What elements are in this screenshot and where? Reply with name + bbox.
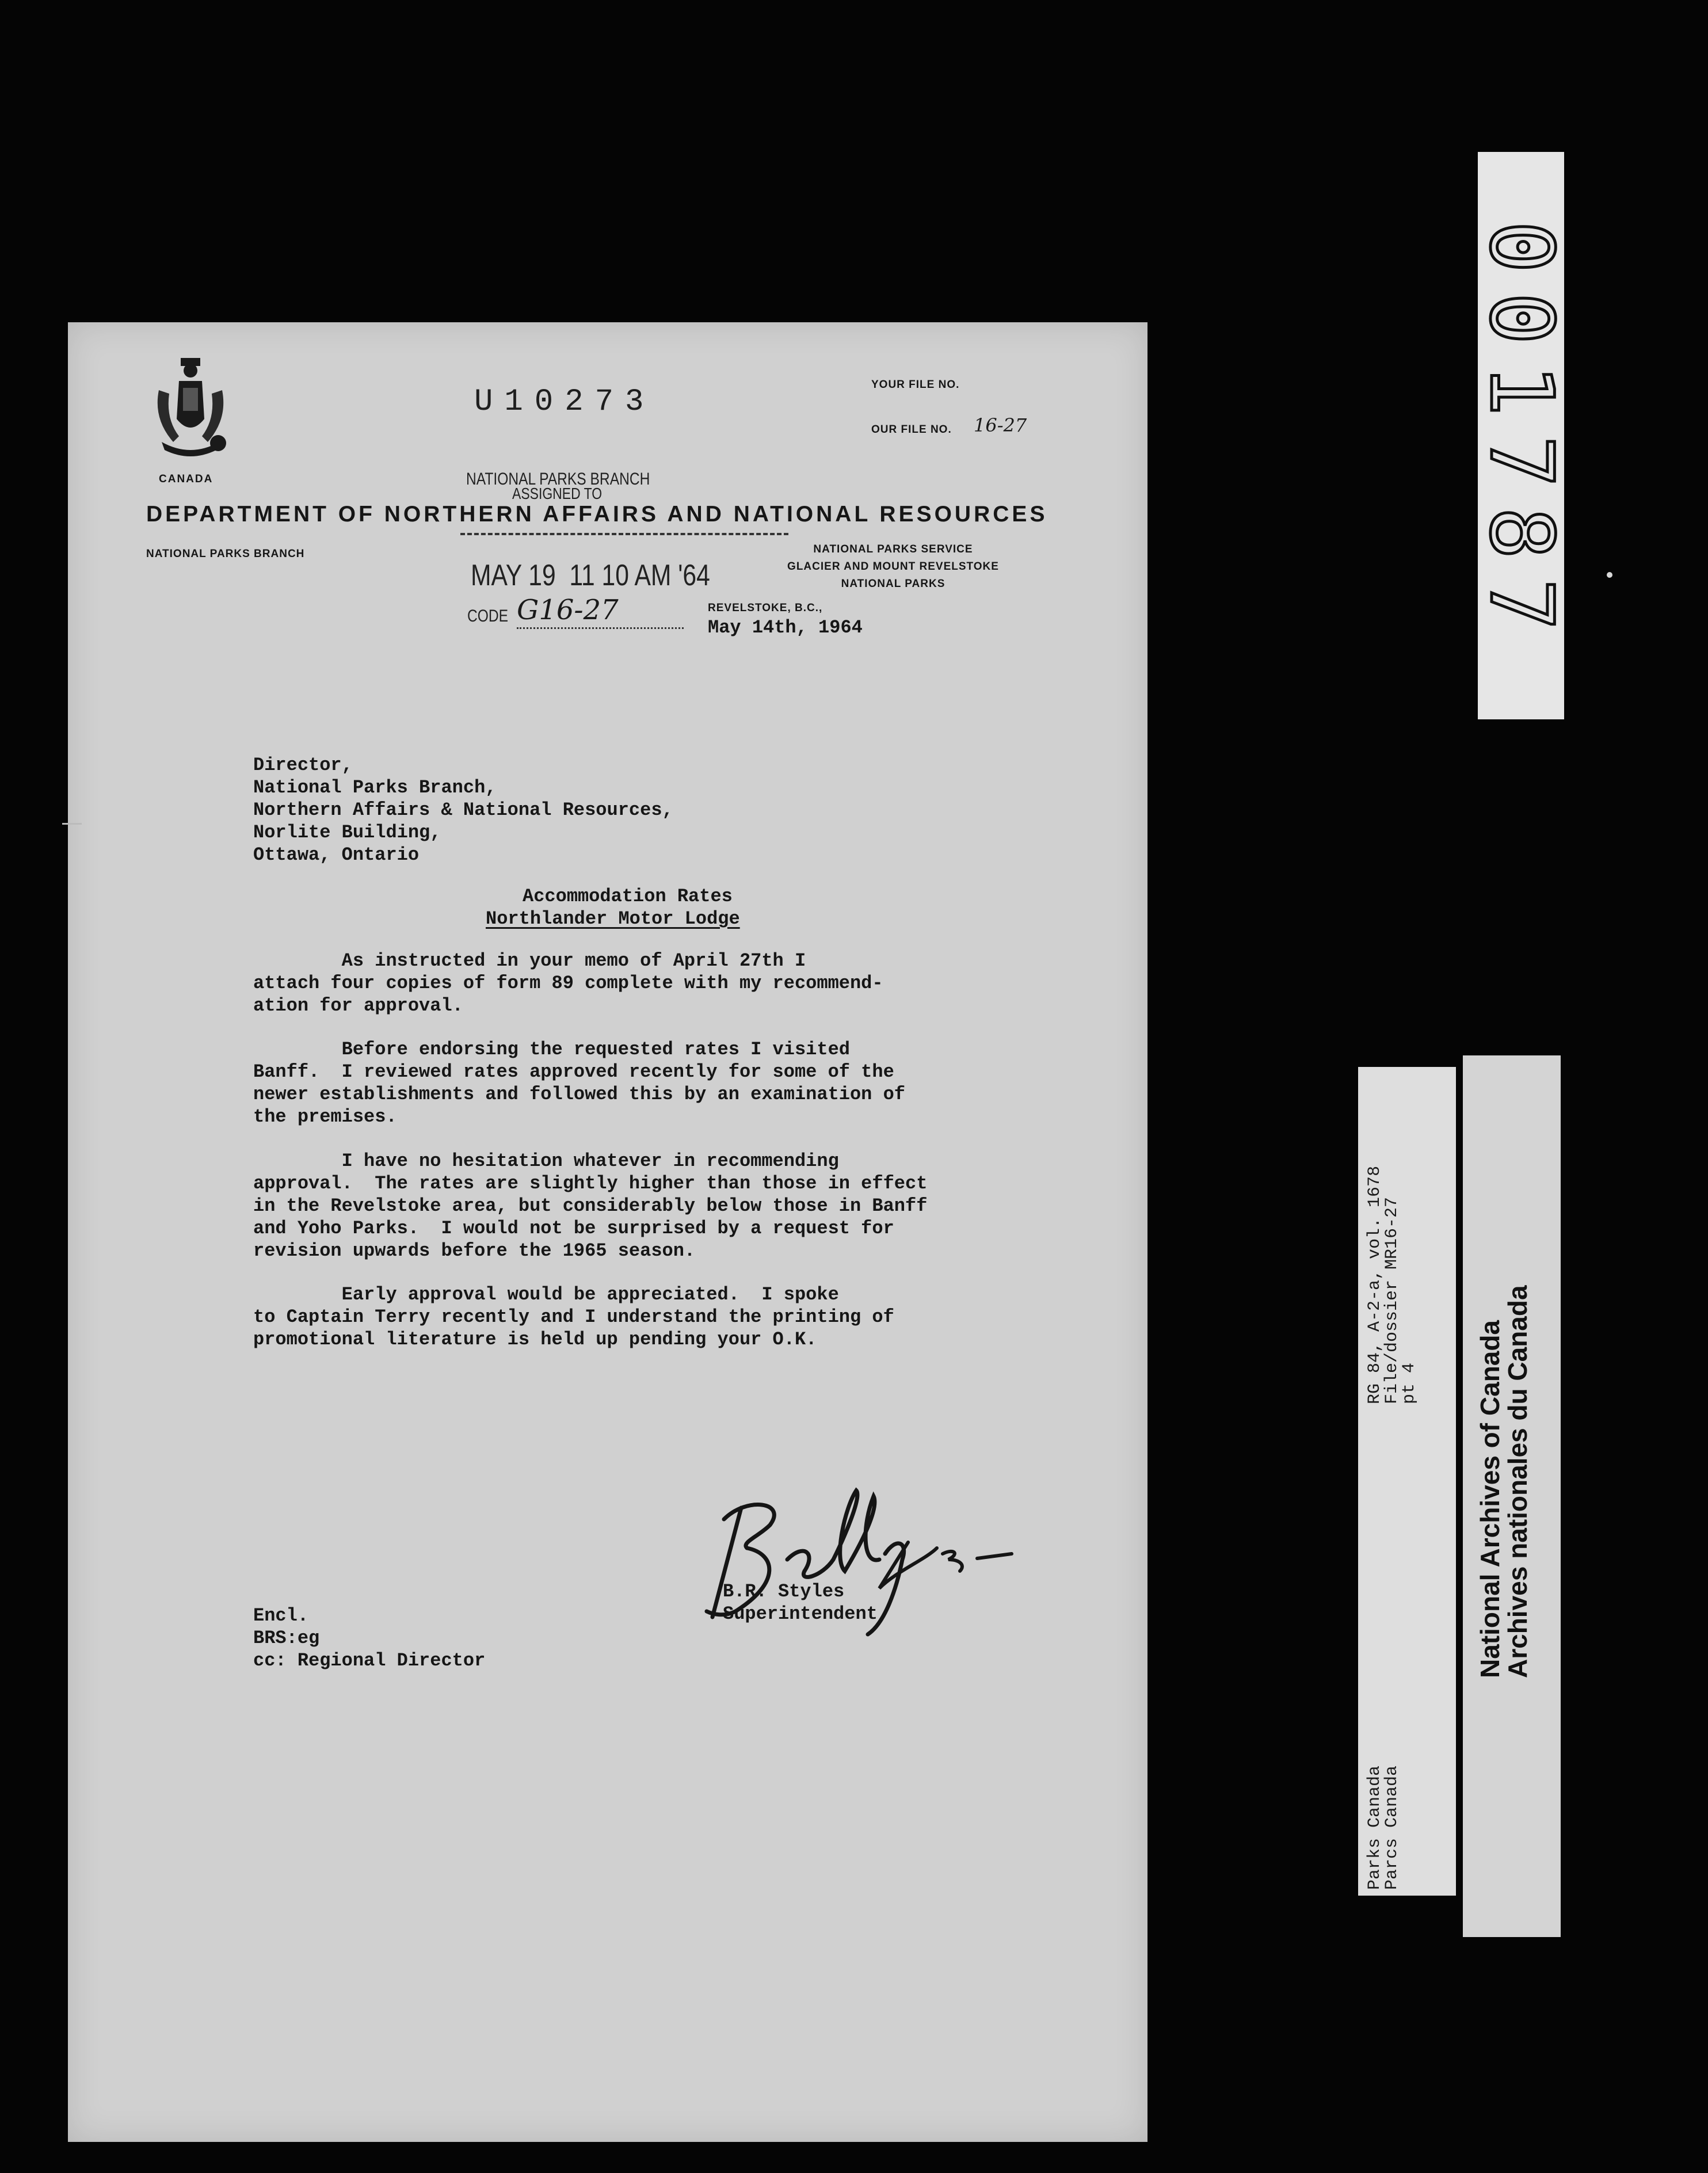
paragraph-1-line-1: As instructed in your memo of April 27th I	[253, 950, 806, 971]
reference-line-3: pt 4	[1400, 1362, 1419, 1404]
paragraph-4-line-3: promotional literature is held up pending your O.K.	[253, 1329, 817, 1350]
margin-mark	[62, 823, 82, 825]
paragraph-3-line-4: and Yoho Parks. I would not be surprised by a request for	[253, 1218, 894, 1239]
paragraph-2-line-4: the premises.	[253, 1106, 397, 1127]
address-line-1: Director,	[253, 754, 353, 776]
letter-page	[68, 322, 1147, 2142]
reference-line-2: File/dossier MR16-27	[1382, 1196, 1402, 1404]
dust-speck	[1607, 572, 1612, 578]
enclosure-line-3: cc: Regional Director	[253, 1650, 486, 1671]
paragraph-3-line-5: revision upwards before the 1965 season.	[253, 1240, 696, 1261]
agency-line-2: Parcs Canada	[1382, 1765, 1402, 1890]
archive-name-french: Archives nationales du Canada	[1503, 1285, 1532, 1678]
document-number: 001787	[1471, 221, 1571, 650]
service-line-2: GLACIER AND MOUNT REVELSTOKE	[787, 561, 999, 573]
code-label: CODE	[467, 607, 509, 626]
archive-card	[1463, 1055, 1561, 1937]
paragraph-3-line-2: approval. The rates are slightly higher than those in effect	[253, 1173, 928, 1194]
agency-line-1: Parks Canada	[1365, 1765, 1385, 1890]
code-value: G16-27	[517, 594, 619, 626]
subject-line-1: Accommodation Rates	[523, 886, 733, 907]
address-line-5: Ottawa, Ontario	[253, 844, 420, 866]
place-label: REVELSTOKE, B.C.,	[708, 602, 823, 614]
enclosure-line-2: BRS:eg	[253, 1627, 320, 1649]
paragraph-1-line-3: ation for approval.	[253, 995, 463, 1016]
your-file-label: YOUR FILE NO.	[871, 379, 960, 391]
paragraph-1-line-2: attach four copies of form 89 complete with my recommend-	[253, 973, 883, 994]
service-line-1: NATIONAL PARKS SERVICE	[813, 543, 973, 555]
address-line-2: National Parks Branch,	[253, 777, 497, 798]
canada-coat-of-arms-icon	[147, 356, 234, 465]
our-file-value: 16-27	[974, 414, 1027, 436]
received-stamp: MAY 19 11 10 AM '64	[471, 559, 710, 592]
address-line-4: Norlite Building,	[253, 822, 441, 843]
code-dotted-line	[517, 627, 684, 629]
signatory-name: B.R. Styles	[723, 1581, 845, 1602]
paragraph-3-line-1: I have no hesitation whatever in recommending	[253, 1150, 839, 1172]
paragraph-2-line-3: newer establishments and followed this by an examination of	[253, 1084, 905, 1105]
paragraph-2-line-1: Before endorsing the requested rates I visited	[253, 1039, 850, 1060]
heading-underline	[460, 533, 788, 535]
document-number-card	[1471, 152, 1571, 719]
enclosure-line-1: Encl.	[253, 1605, 309, 1626]
address-line-3: Northern Affairs & National Resources,	[253, 799, 673, 821]
subject-line-2: Northlander Motor Lodge	[486, 908, 740, 929]
paragraph-2-line-2: Banff. I reviewed rates approved recently for some of the	[253, 1061, 894, 1082]
branch-stamp: NATIONAL PARKS BRANCH	[466, 470, 650, 489]
serial-stamp: U10273	[474, 384, 655, 420]
letter-date: May 14th, 1964	[708, 617, 863, 638]
department-heading: DEPARTMENT OF NORTHERN AFFAIRS AND NATIONAL RESOURCES	[146, 502, 1048, 527]
signatory-title: Superintendent	[723, 1603, 878, 1625]
reference-card	[1358, 1067, 1456, 1896]
assigned-stamp: ASSIGNED TO	[512, 485, 603, 502]
paragraph-3-line-3: in the Revelstoke area, but considerably below those in Banff	[253, 1195, 928, 1217]
reference-line-1: RG 84, A-2-a, vol. 1678	[1365, 1165, 1385, 1404]
paragraph-4-line-2: to Captain Terry recently and I understand the printing of	[253, 1306, 894, 1328]
archive-name-english: National Archives of Canada	[1475, 1320, 1505, 1678]
branch-label: NATIONAL PARKS BRANCH	[146, 548, 305, 560]
service-line-3: NATIONAL PARKS	[841, 578, 946, 590]
our-file-label: OUR FILE NO.	[871, 424, 952, 436]
country-label: CANADA	[159, 473, 214, 485]
paragraph-4-line-1: Early approval would be appreciated. I spoke	[253, 1284, 839, 1305]
